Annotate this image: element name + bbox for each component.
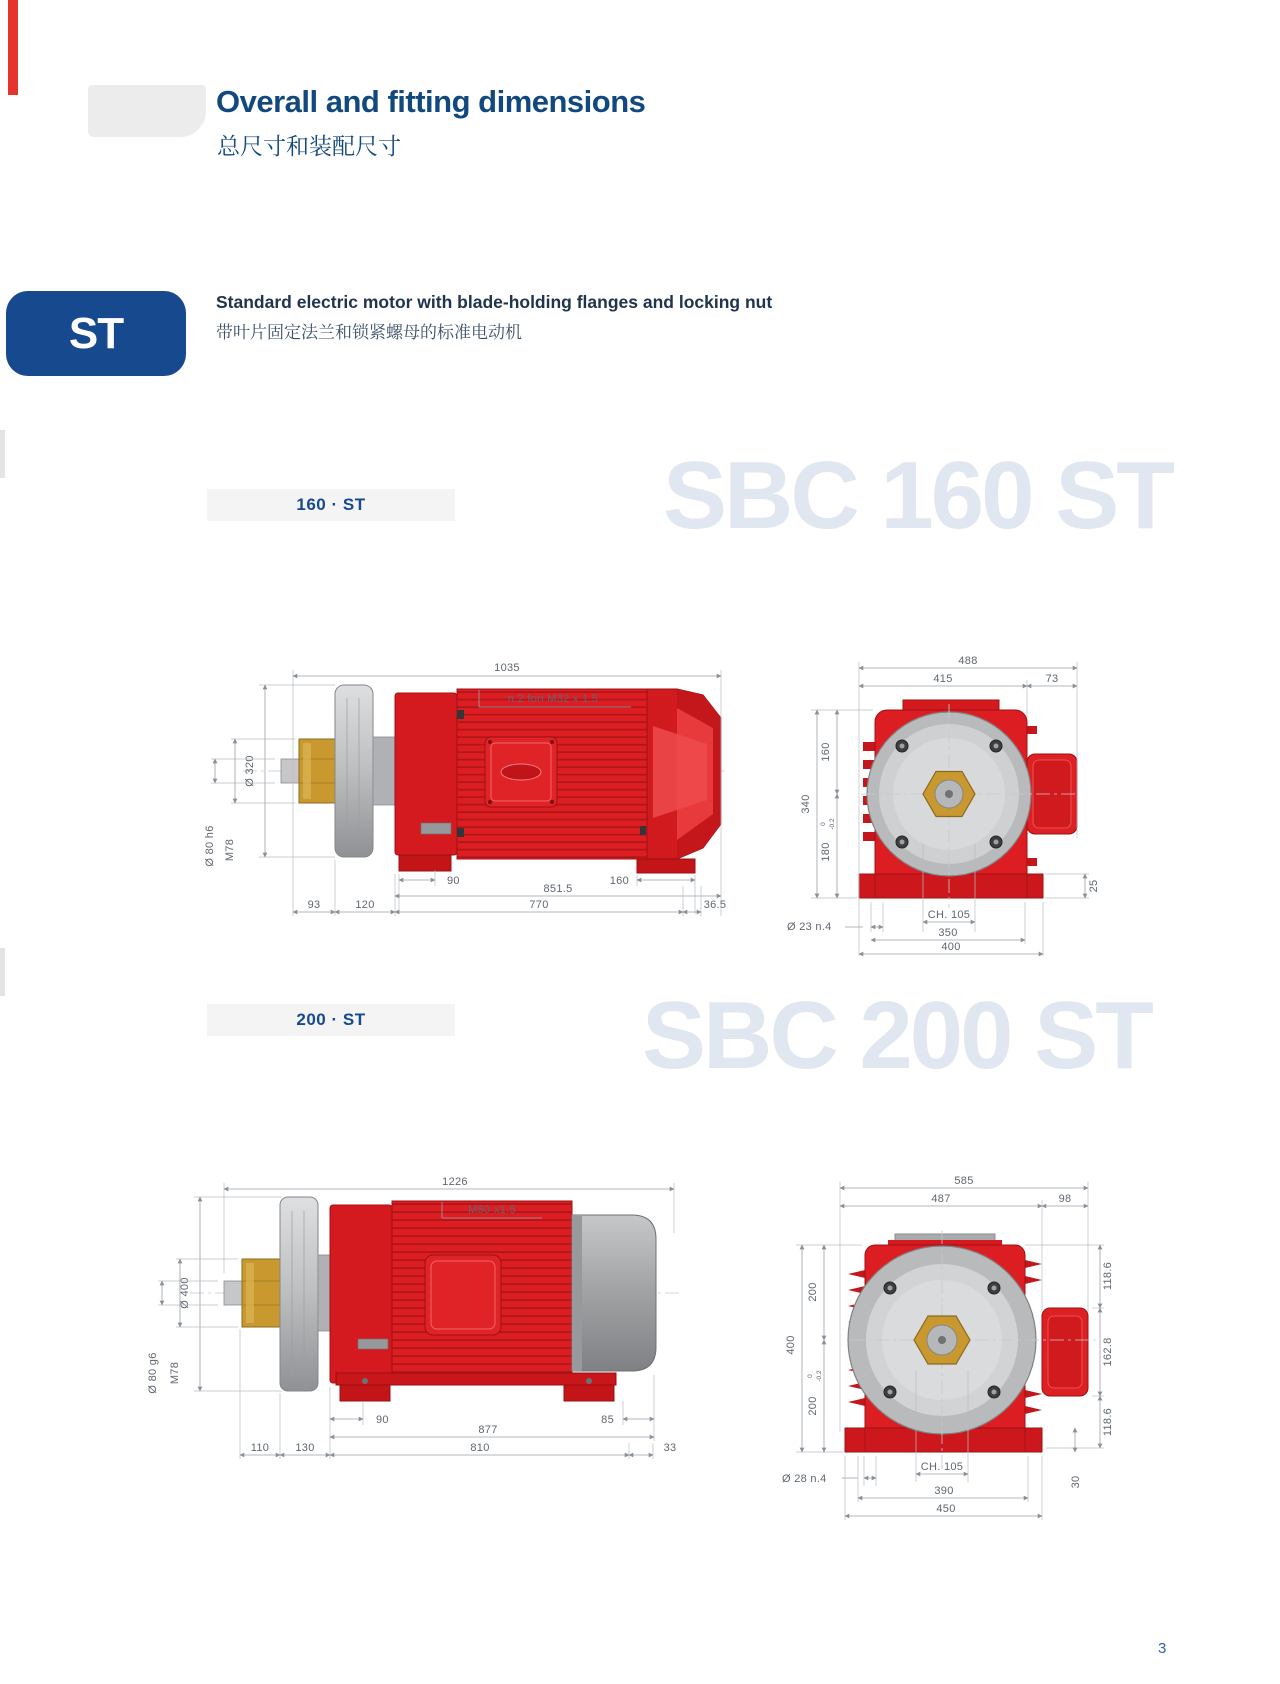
header-tab-shape bbox=[88, 85, 206, 137]
dim-label: 400 bbox=[785, 1335, 797, 1355]
dim-label: 877 bbox=[478, 1424, 498, 1436]
tolerance-inf: -0.2 bbox=[829, 818, 836, 830]
dim-label: 90 bbox=[447, 875, 460, 887]
dim-label: Ø 28 n.4 bbox=[782, 1473, 827, 1485]
tolerance-sup: 0 bbox=[820, 822, 827, 826]
shaft bbox=[281, 759, 299, 783]
dim-label: M78 bbox=[169, 1361, 181, 1385]
dim-label: 450 bbox=[936, 1503, 956, 1515]
dim-label: 25 bbox=[1088, 879, 1100, 893]
base bbox=[859, 874, 1043, 898]
dim-label: 110 bbox=[250, 1442, 270, 1454]
dim-label: 30 bbox=[1070, 1475, 1082, 1489]
front-housing bbox=[330, 1205, 392, 1383]
dim-label: 487 bbox=[931, 1193, 951, 1205]
tolerance-inf: -0.2 bbox=[816, 1370, 823, 1382]
hub bbox=[318, 1255, 330, 1331]
dim-label: 770 bbox=[529, 899, 549, 911]
drawing-160-front-view bbox=[775, 622, 1105, 957]
section-label-160: 160 · ST bbox=[296, 495, 366, 514]
dim-label: 1035 bbox=[494, 662, 520, 674]
key-slot bbox=[421, 823, 451, 834]
dim-label: 200 bbox=[807, 1282, 819, 1302]
dim-label: CH. 105 bbox=[927, 909, 971, 921]
motor-160-front bbox=[859, 700, 1077, 908]
page-number: 3 bbox=[1158, 1640, 1167, 1657]
dim-label: 118.6 bbox=[1102, 1261, 1114, 1291]
dim-label: CH. 105 bbox=[920, 1461, 964, 1473]
blade-flange bbox=[335, 685, 373, 857]
rear-foot bbox=[637, 859, 695, 873]
dim-label: 160 bbox=[609, 875, 629, 887]
dim-label: 350 bbox=[938, 927, 958, 939]
blade-flange bbox=[280, 1197, 318, 1391]
drawing-160-side-view bbox=[185, 618, 730, 918]
st-badge bbox=[6, 291, 186, 376]
rear-cylinder bbox=[572, 1215, 656, 1371]
motor-200-side bbox=[190, 1197, 680, 1401]
dim-label: Ø 23 n.4 bbox=[787, 921, 832, 933]
front-foot bbox=[399, 855, 451, 871]
edge-mark bbox=[0, 430, 5, 478]
dim-label: 1226 bbox=[442, 1176, 468, 1188]
dim-label: 98 bbox=[1058, 1193, 1072, 1205]
page-title-zh: 总尺寸和装配尺寸 bbox=[217, 133, 401, 159]
dim-label: Ø 320 bbox=[244, 755, 256, 787]
dim-label: 130 bbox=[295, 1442, 315, 1454]
badge-description-en: Standard electric motor with blade-holding flanges and locking nut bbox=[216, 292, 773, 312]
st-badge-label: ST bbox=[68, 308, 124, 358]
dim-label: 810 bbox=[470, 1442, 490, 1454]
edge-mark bbox=[0, 948, 5, 996]
drawing-200-side-view bbox=[140, 1133, 685, 1468]
tolerance-sup: 0 bbox=[807, 1374, 814, 1378]
dim-label: 415 bbox=[933, 673, 953, 685]
terminal-box bbox=[425, 1255, 501, 1335]
dim-label: 36.5 bbox=[703, 899, 727, 911]
dim-label: Ø 400 bbox=[179, 1277, 191, 1309]
dim-label: 93 bbox=[307, 899, 321, 911]
badge-description-zh: 带叶片固定法兰和锁紧螺母的标准电动机 bbox=[216, 323, 522, 342]
dim-label: 180 bbox=[820, 842, 832, 862]
section-header-200 bbox=[207, 1004, 455, 1036]
motor-160-side bbox=[243, 685, 725, 873]
dim-label: 340 bbox=[800, 794, 812, 814]
drawing-200-front-view bbox=[770, 1140, 1115, 1525]
dim-label: 85 bbox=[601, 1414, 614, 1426]
section-header-160 bbox=[207, 489, 455, 521]
shaft bbox=[224, 1281, 242, 1305]
dim-label: 160 bbox=[820, 742, 832, 762]
key-slot bbox=[358, 1339, 388, 1349]
dim-label: Ø 80 g6 bbox=[147, 1352, 159, 1394]
dim-label: 400 bbox=[941, 941, 961, 953]
section-label-200: 200 · ST bbox=[296, 1010, 366, 1029]
watermark-160: SBC 160 ST bbox=[663, 442, 1172, 549]
dim-label: 200 bbox=[807, 1396, 819, 1416]
dim-label: Ø 80 h6 bbox=[204, 825, 216, 867]
page-title: Overall and fitting dimensions bbox=[216, 84, 646, 119]
dim-label: n.2 fori M32 x 1.5 bbox=[507, 693, 599, 705]
dim-label: 162.8 bbox=[1102, 1337, 1114, 1367]
dim-label: 90 bbox=[376, 1414, 389, 1426]
red-corner-bar bbox=[8, 0, 18, 95]
motor-200-front bbox=[845, 1230, 1100, 1470]
dim-label: M78 bbox=[224, 838, 236, 862]
rear-foot bbox=[564, 1385, 614, 1401]
base-rail bbox=[336, 1373, 616, 1385]
front-foot bbox=[340, 1385, 390, 1401]
dim-label: 118.6 bbox=[1102, 1407, 1114, 1437]
brand-logo bbox=[501, 764, 541, 780]
watermark-200: SBC 200 ST bbox=[642, 982, 1151, 1089]
hub bbox=[373, 737, 395, 805]
dim-label: 120 bbox=[355, 899, 375, 911]
dim-label: 585 bbox=[954, 1175, 974, 1187]
dim-label: M50 x1.5 bbox=[468, 1204, 516, 1216]
dim-label: 73 bbox=[1045, 673, 1059, 685]
dim-label: 488 bbox=[958, 655, 978, 667]
dim-label: 390 bbox=[934, 1485, 954, 1497]
dim-label: 33 bbox=[663, 1442, 677, 1454]
dim-label: 851.5 bbox=[543, 883, 573, 895]
